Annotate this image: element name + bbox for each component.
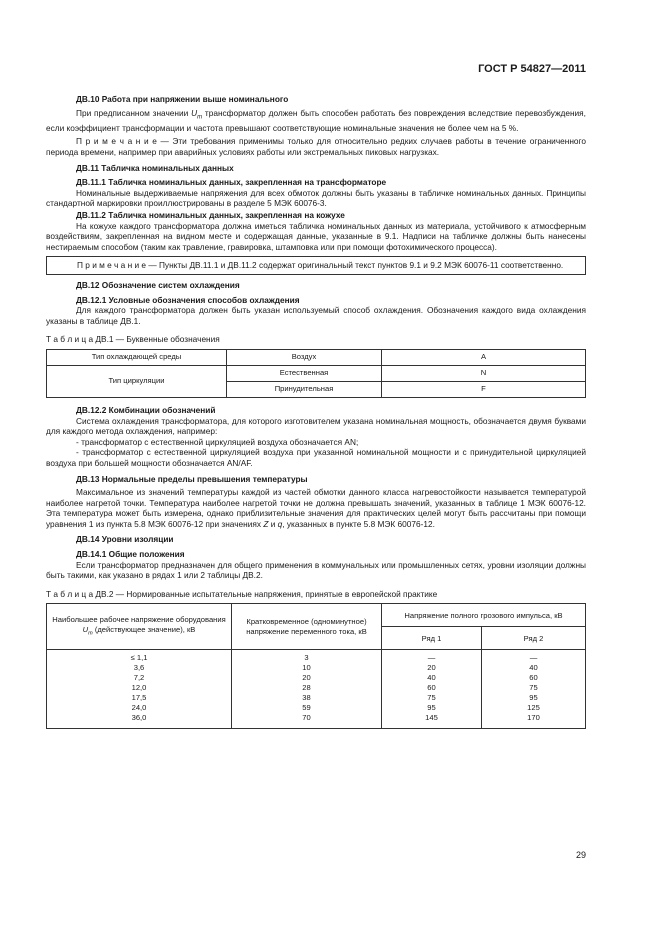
column-header: Ряд 1 (382, 627, 482, 650)
table-cell: F (382, 381, 586, 397)
table1-caption-text: ДВ.1 — Буквенные обозначения (93, 334, 220, 345)
table-cell: Принудительная (227, 381, 382, 397)
list-item: - трансформатор с естественной циркуляцией воздуха обозначается AN; (76, 436, 359, 447)
table-cell: — 40 60 75 95 125 170 (482, 650, 586, 729)
table2-caption-text: ДВ.2 — Нормированные испытательные напряжения, принятые в европейской практике (93, 588, 438, 599)
table-cell: Тип охлаждающей среды (47, 349, 227, 365)
table-cell: N (382, 365, 586, 381)
note-text: — Эти требования применимы только для относительно редких случаев работы в течение ограниченного периода времени, например при аварийных условиях работы или экстремальных пиковых нагрузках. (46, 136, 586, 158)
table-cell: — 20 40 60 75 95 145 (382, 650, 482, 729)
subsection-title-dv12-2: ДВ.12.2 Комбинации обозначений (76, 404, 216, 415)
standard-header: ГОСТ Р 54827—2011 (478, 63, 586, 75)
test-voltages-table (46, 603, 586, 729)
section-title-dv14: ДВ.14 Уровни изоляции (76, 534, 174, 545)
note-label: П р и м е ч а н и е (77, 260, 147, 271)
note-box-dv11 (46, 256, 586, 275)
table-cell: A (382, 349, 586, 365)
section-title-dv13: ДВ.13 Нормальные пределы превышения температуры (76, 473, 308, 484)
note-dv10 (46, 136, 586, 157)
table2-caption (46, 589, 586, 600)
section-title-dv12: ДВ.12 Обозначение систем охлаждения (76, 279, 240, 290)
section-title-dv10: ДВ.10 Работа при напряжении выше номинального (76, 94, 289, 104)
column-header: Наибольшее рабочее напряжение оборудования $U_m$ (действующее значение), кВ (47, 604, 232, 650)
table-cell: Воздух (227, 349, 382, 365)
table2-caption-label: Т а б л и ц а (46, 588, 94, 599)
table-row (47, 349, 586, 365)
table-cell: Естественная (227, 365, 382, 381)
subsection-title-dv12-1: ДВ.12.1 Условные обозначения способов охлаждения (76, 294, 300, 305)
subsection-title-dv11-2: ДВ.11.2 Табличка номинальных данных, закрепленная на кожухе (76, 210, 345, 220)
section-text-dv13: Максимальное из значений температуры каждой из частей обмотки данного класса нагревостойкости называется температурой наиболее нагретой точки. Температура наиболее нагретой точки не должна превышать значений, указанных в таблице 1 МЭК 60076-12. Эта температура может быть измерена, однако приблизительные значения для практических целей могут быть рассчитаны при помощи уравнения 1 из пункта 5.8 МЭК 60076-12 при значениях Z и q, указанных в пункте 5.8 МЭК 60076-12. (46, 487, 586, 529)
section-text-dv10: При предписанном значении $U_m$ трансформатор должен быть способен работать без повреждения вследствие перевозбуждения, если коэффициент трансформации и частота превышают соответствующие номинальные значения не более чем на 5 %. (46, 107, 586, 133)
section-title-dv11: ДВ.11 Табличка номинальных данных (76, 162, 234, 173)
subsection-text-dv11-1: Номинальные выдерживаемые напряжения для всех обмоток должны быть указаны в табличке номинальных данных. Принципы стандартной маркировки проиллюстрированы в разделе 5 МЭК 60076-3. (46, 187, 586, 209)
column-header: Ряд 2 (482, 627, 586, 650)
table-row (47, 650, 586, 729)
table-cell: Тип циркуляции (47, 365, 227, 397)
note-label: П р и м е ч а н и е (76, 136, 157, 147)
column-header: Кратковременное (одноминутное) напряжение переменного тока, кВ (232, 604, 382, 650)
subsection-text-dv11-2: На кожухе каждого трансформатора должна иметься табличка номинальных данных из материала, устойчивого к атмосферным воздействиям, закрепленная на видном месте и содержащая данные, указанные в 9.1. Надписи на табличке должны быть нанесены нестираемым способом (таким как травление, гравировка, штамповка или при помощи фотохимического процесса). (46, 220, 586, 252)
table-row (47, 365, 586, 381)
document-body (46, 94, 586, 729)
list-item: - трансформатор с естественной циркуляцией воздуха при указанной номинальной мощности и с принудительной циркуляцией воздуха при большей мощности обозначается AN/AF. (46, 447, 586, 468)
table-cell: ≤ 1,1 3,6 7,2 12,0 17,5 24,0 36,0 (47, 650, 232, 729)
subsection-text-dv12-2: Система охлаждения трансформатора, для которого изготовителем указана номинальная мощность, обозначается двумя буквами для каждого метода охлаждения, например: (46, 415, 586, 437)
table-cell: 3 10 20 28 38 59 70 (232, 650, 382, 729)
subsection-text-dv14-1: Если трансформатор предназначен для общего применения в коммунальных или промышленных сетях, уровни изоляции должны быть такими, как указано в рядах 1 или 2 таблицы ДВ.2. (46, 559, 586, 581)
column-header: Напряжение полного грозового импульса, кВ (382, 604, 586, 627)
subsection-text-dv12-1: Для каждого трансформатора должен быть указан используемый способ охлаждения. Обозначения каждого вида охлаждения указаны в таблице ДВ.1. (46, 305, 586, 326)
page-number: 29 (575, 850, 586, 860)
table-header-row (47, 604, 586, 627)
subsection-title-dv14-1: ДВ.14.1 Общие положения (76, 549, 185, 560)
table1-caption (46, 334, 586, 345)
cooling-designations-table (46, 349, 586, 398)
table1-caption-label: Т а б л и ц а (46, 334, 94, 345)
note-text: — Пункты ДВ.11.1 и ДВ.11.2 содержат оригинальный текст пунктов 9.1 и 9.2 МЭК 60076-11 соответственно. (146, 260, 564, 271)
subsection-title-dv11-1: ДВ.11.1 Табличка номинальных данных, закрепленная на трансформаторе (76, 177, 387, 188)
